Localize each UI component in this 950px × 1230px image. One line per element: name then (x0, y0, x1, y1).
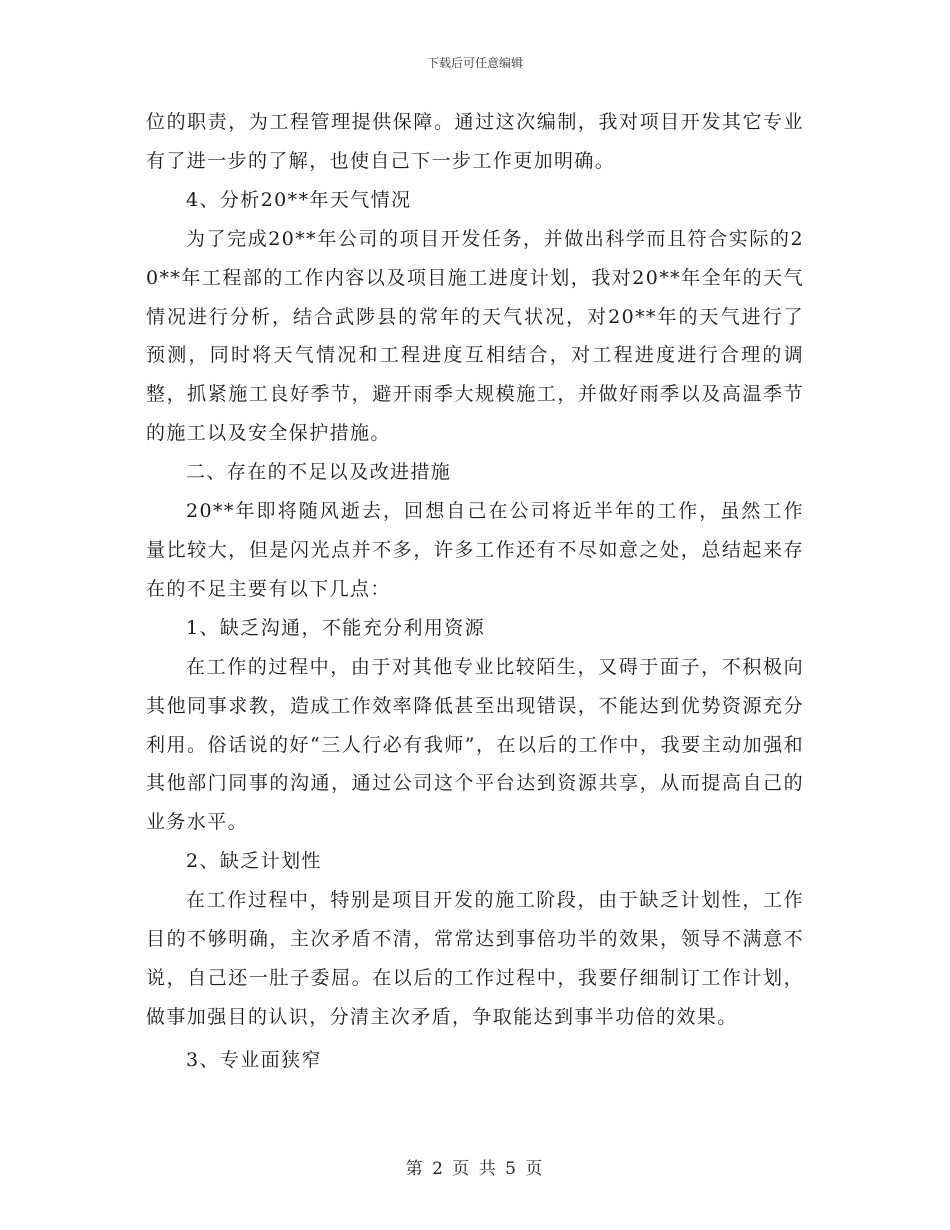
subheading-lack-of-communication: 1、缺乏沟通，不能充分利用资源 (186, 616, 486, 639)
subheading-lack-of-planning: 2、缺乏计划性 (186, 850, 322, 873)
paragraph-shortcomings-intro: 20**年即将随风逝去，回想自己在公司将近半年的工作，虽然工作量比较大，但是闪光点并不多，许多工作还有不尽如意之处，总结起来存在的不足主要有以下几点： (146, 500, 804, 600)
subheading-weather-analysis: 4、分析20**年天气情况 (186, 188, 412, 211)
page-number-footer: 第 2 页 共 5 页 (405, 1159, 545, 1179)
section-heading-shortcomings: 二、存在的不足以及改进措施 (186, 461, 452, 484)
subheading-narrow-expertise: 3、专业面狭窄 (186, 1048, 322, 1071)
page-header: 下载后可任意编辑 (426, 56, 523, 70)
paragraph-planning: 在工作过程中，特别是项目开发的施工阶段，由于缺乏计划性，工作目的不够明确，主次矛盾不清，常常达到事倍功半的效果，领导不满意不说，自己还一肚子委屈。在以后的工作过程中，我要仔细制订工作计划，做事加强目的认识，分清主次矛盾，争取能达到事半功倍的效果。 (146, 889, 804, 1028)
document-body (146, 103, 804, 1080)
paragraph-continuation: 位的职责，为工程管理提供保障。通过这次编制，我对项目开发其它专业有了进一步的了解，也使自己下一步工作更加明确。 (146, 111, 804, 172)
paragraph-weather: 为了完成20**年公司的项目开发任务，并做出科学而且符合实际的20**年工程部的工作内容以及项目施工进度计划，我对20**年全年的天气情况进行分析，结合武陟县的常年的天气状况，对20**年的天气进行了预测，同时将天气情况和工程进度互相结合，对工程进度进行合理的调整，抓紧施工良好季节，避开雨季大规模施工，并做好雨季以及高温季节的施工以及安全保护措施。 (146, 227, 804, 445)
paragraph-communication: 在工作的过程中，由于对其他专业比较陌生，又碍于面子，不积极向其他同事求教，造成工作效率降低甚至出现错误，不能达到优势资源充分利用。俗话说的好“三人行必有我师”，在以后的工作中，我要主动加强和其他部门同事的沟通，通过公司这个平台达到资源共享，从而提高自己的业务水平。 (146, 655, 804, 834)
